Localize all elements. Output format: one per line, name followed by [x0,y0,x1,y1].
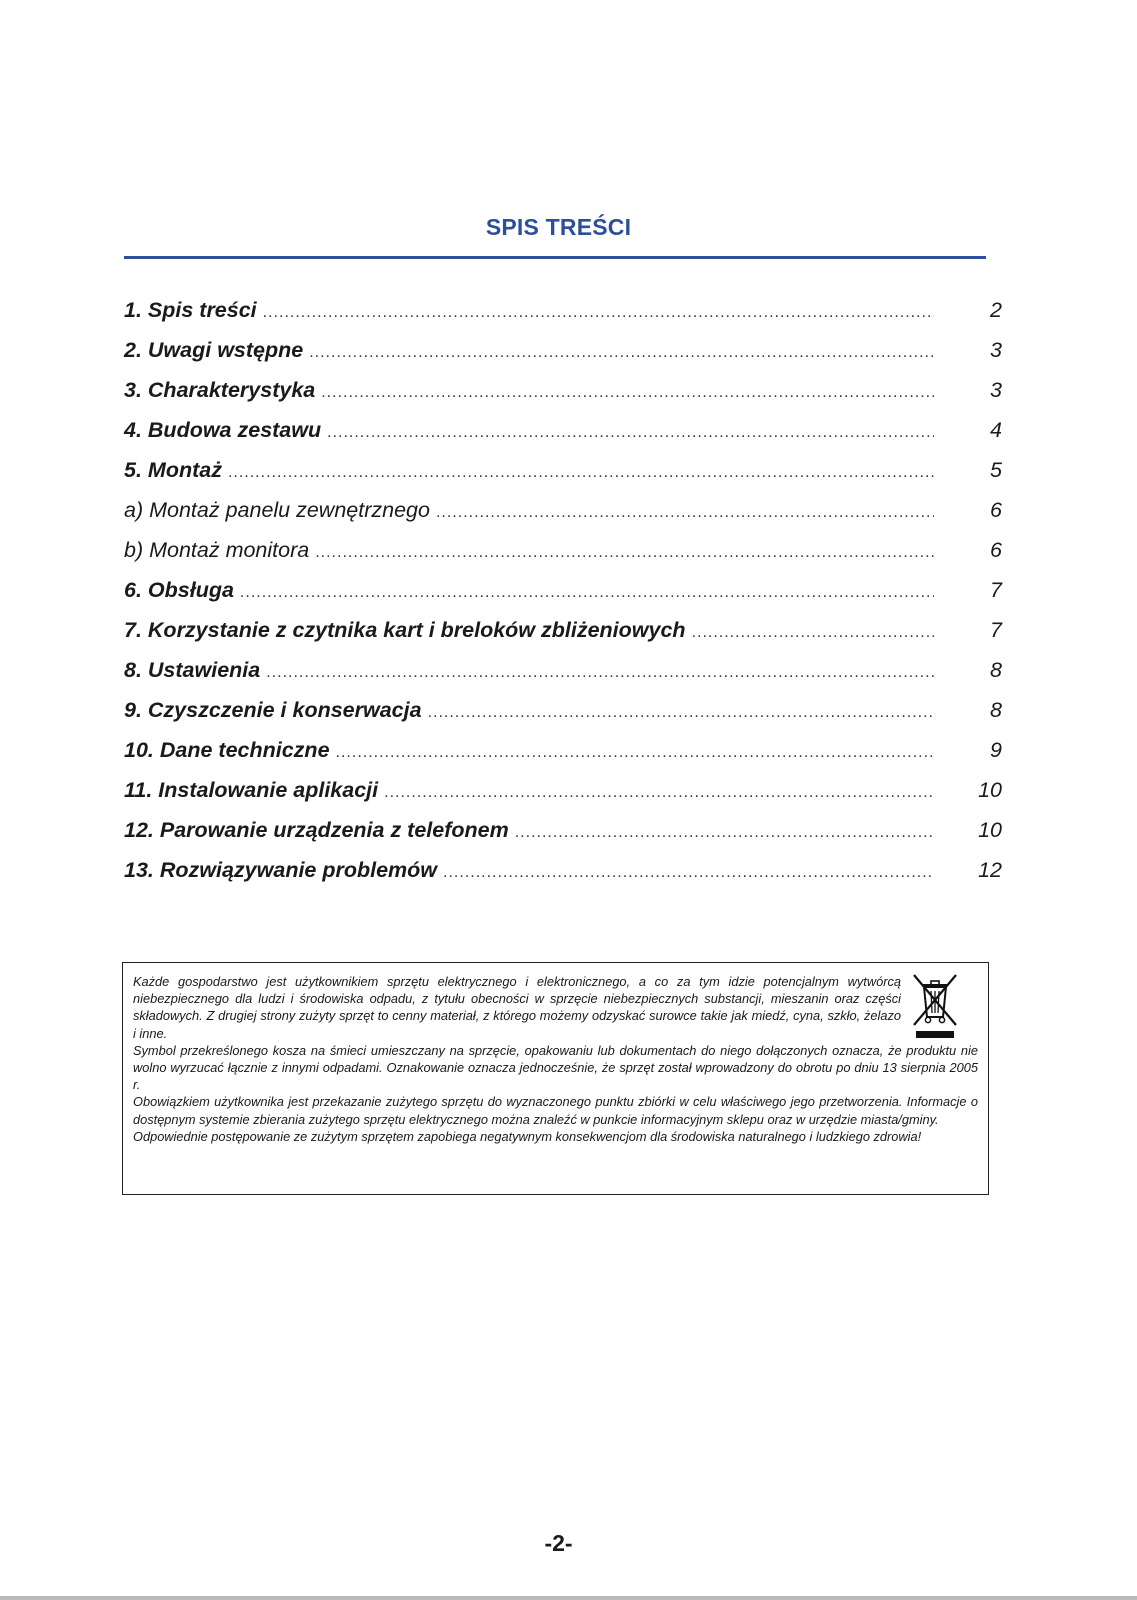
notice-paragraph: Odpowiednie postępowanie ze zużytym sprzętem zapobiega negatywnym konsekwencjom dla środowiska naturalnego i ludzkiego zdrowia! [133,1128,922,1144]
toc-dot-leader [436,504,934,522]
toc-dot-leader [263,304,934,322]
toc-dot-leader [384,784,934,802]
toc-dot-leader [228,464,934,482]
toc-dot-leader [309,344,934,362]
toc-entry-label: 6. Obsługa [124,578,234,602]
page-number: -2- [544,1530,573,1556]
toc-dot-leader [515,824,934,842]
toc-entry-label: 9. Czyszczenie i konserwacja [124,698,422,722]
weee-notice-box [122,962,989,1195]
toc-entry-page: 8 [990,658,1002,682]
toc-dot-leader [321,384,934,402]
toc-entry-label: 7. Korzystanie z czytnika kart i breloków zbliżeniowych [124,618,686,642]
notice-paragraph: Symbol przekreślonego kosza na śmieci umieszczany na sprzęcie, opakowaniu lub dokumentach do niego dołączonych oznacza, że produktu nie wolno wyrzucać łącznie z innymi odpadami. Oznakowanie oznacza jednocześnie, że sprzęt został wprowadzony do obrotu po dniu 13 sierpnia 2005 r. [133,1042,978,1093]
table-of-contents [124,298,1002,898]
toc-entry-page: 6 [990,538,1002,562]
toc-entry [124,698,1002,738]
toc-entry-label: 13. Rozwiązywanie problemów [124,858,438,882]
toc-dot-leader [336,744,934,762]
toc-entry [124,578,1002,618]
toc-entry [124,418,1002,458]
toc-entry [124,858,1002,898]
toc-entry-label: b) Montaż monitora [124,538,310,562]
toc-entry-page: 8 [990,698,1002,722]
toc-dot-leader [266,664,934,682]
toc-entry-label: 5. Montaż [124,458,222,482]
toc-entry-page: 9 [990,738,1002,762]
toc-entry-page: 5 [990,458,1002,482]
toc-entry-label: 2. Uwagi wstępne [124,338,304,362]
toc-entry [124,818,1002,858]
toc-entry-label: 11. Instalowanie aplikacji [124,778,379,802]
toc-entry [124,618,1002,658]
toc-entry-page: 7 [990,618,1002,642]
title-divider [124,256,986,259]
page-title: SPIS TREŚCI [485,214,632,240]
toc-entry-label: 12. Parowanie urządzenia z telefonem [124,818,509,842]
toc-entry [124,538,1002,578]
toc-entry-label: 4. Budowa zestawu [124,418,322,442]
notice-intro: Każde gospodarstwo jest użytkownikiem sprzętu elektrycznego i elektronicznego, a co za tym idzie potencjalnym wytwórcą niebezpiecznego dla ludzi i środowiska odpadu, z tytułu obecności w sprzęcie niebezpiecznych substancji, mieszanin oraz części składowych. Z drugiej strony zużyty sprzęt to cenny materiał, z którego możemy odzyskać surowce takie jak miedź, cyna, szkło, żelazo i inne. [133,974,901,1041]
toc-entry-label: 8. Ustawienia [124,658,261,682]
toc-entry-page: 7 [990,578,1002,602]
toc-entry-page: 10 [978,818,1002,842]
crossed-out-wheelie-bin-icon [910,973,960,1039]
toc-entry-label: 3. Charakterystyka [124,378,316,402]
toc-entry-label: a) Montaż panelu zewnętrznego [124,498,430,522]
toc-entry [124,298,1002,338]
toc-entry [124,378,1002,418]
toc-entry-page: 3 [990,338,1002,362]
toc-entry-page: 12 [978,858,1002,882]
toc-entry [124,338,1002,378]
toc-dot-leader [240,584,934,602]
toc-dot-leader [428,704,934,722]
toc-dot-leader [315,544,934,562]
toc-entry-page: 4 [990,418,1002,442]
toc-dot-leader [327,424,934,442]
toc-entry [124,458,1002,498]
toc-entry-label: 1. Spis treści [124,298,257,322]
toc-entry-page: 2 [990,298,1002,322]
bottom-divider [0,1596,1137,1600]
toc-entry [124,778,1002,818]
toc-dot-leader [443,864,934,882]
toc-entry-page: 6 [990,498,1002,522]
toc-dot-leader [692,624,934,642]
toc-entry-label: 10. Dane techniczne [124,738,330,762]
toc-entry-page: 10 [978,778,1002,802]
toc-entry [124,498,1002,538]
toc-entry [124,738,1002,778]
toc-entry-page: 3 [990,378,1002,402]
toc-entry [124,658,1002,698]
notice-paragraph: Obowiązkiem użytkownika jest przekazanie zużytego sprzętu do wyznaczonego punktu zbiórki w celu właściwego jego przetworzenia. Informacje o dostępnym systemie zbierania zużytego sprzętu elektrycznego można znaleźć w punkcie informacyjnym sklepu oraz w urzędzie miasta/gminy. [133,1094,978,1127]
